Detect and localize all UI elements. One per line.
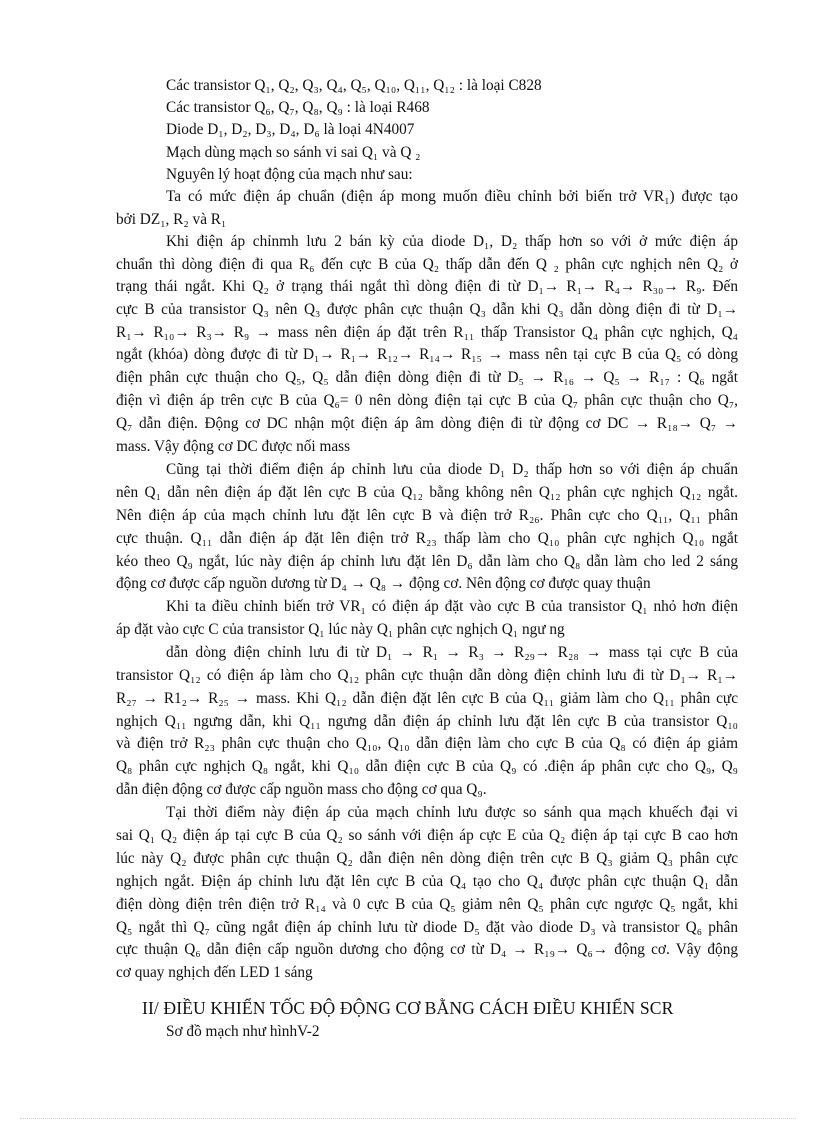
text-line: trạng thái ngắt. Khi Q₂ ở trạng thái ngắt thì dòng điện đi từ D₁→ R₁→ R₄→ R₃₀→ R₉. Đến <box>116 278 738 295</box>
text-line: dẫn điện động cơ được cấp nguồn mass cho động cơ qua Q₉. <box>116 781 487 798</box>
text-line: dẫn dòng điện chỉnh lưu đi từ D₁ → R₁ → R₃ → R₂₉→ R₂₈ → mass tại cực B của <box>166 644 738 661</box>
text-line: và điện trở R₂₃ phân cực thuận cho Q₁₀, Q₁₀ dẫn điện làm cho cực B của Q₈ có điện áp giảm <box>116 735 738 752</box>
text-line: động cơ được cấp nguồn dương từ D₄ → Q₈ → động cơ. Nên động cơ được quay thuận <box>116 575 651 592</box>
figure-caption: Sơ đồ mạch như hìnhV-2 <box>166 1023 320 1040</box>
text-line: chuẩn thì dòng điện đi qua R₆ đến cực B của Q₂ thấp dẫn đến Q ₂ phân cực nghịch nên Q₂ ở <box>116 256 738 273</box>
text-line: cực thuận Q₆ dẫn điện cấp nguồn dương cho động cơ từ D₄ → R₁₉→ Q₆→ động cơ. Vậy động <box>116 941 738 958</box>
text-line: Các transistor Q₆, Q₇, Q₈, Q₉ : là loại R468 <box>166 99 430 116</box>
text-line: kéo theo Q₉ ngắt, lúc này điện áp chỉnh lưu đặt lên D₆ dẫn làm cho Q₈ dẫn làm cho led 2 sáng <box>116 553 738 570</box>
text-line: Khi điện áp chỉnmh lưu 2 bán kỳ của diode D₁, D₂ thấp hơn so với ở mức điện áp <box>166 233 738 250</box>
text-line: nên Q₁ dẫn nên điện áp đặt lên cực B của Q₁₂ bằng không nên Q₁₂ phân cực nghịch Q₁₂ ngắt. <box>116 484 738 501</box>
text-line: mass. Vậy động cơ DC được nối mass <box>116 438 351 455</box>
text-line: transistor Q₁₂ có điện áp làm cho Q₁₂ phân cực thuận dẫn dòng điện chỉnh lưu đi từ D₁→ R₁→ <box>116 667 738 684</box>
text-line: điện vì điện áp trên cực B của Q₆= 0 nên dòng điện tại cực B của Q₇ phân cực thuận cho Q₇, <box>116 392 738 409</box>
text-line: bởi DZ₁, R₂ và R₁ <box>116 211 227 228</box>
text-line: Khi ta điều chỉnh biến trở VR₁ có điện áp đặt vào cực B của transistor Q₁ nhỏ hơn điện <box>166 598 738 615</box>
text-line: điện dòng điện trên điện trở R₁₄ và 0 cực B của Q₅ giảm nên Q₅ phân cực ngược Q₅ ngắt, khi <box>116 896 738 913</box>
text-line: nghịch ngắt. Điện áp chỉnh lưu đặt lên cực B của Q₄ tạo cho Q₄ được phân cực thuận Q₁ dẫn <box>116 873 738 890</box>
text-line: cực B của transistor Q₃ nên Q₃ được phân cực thuận Q₃ dẫn khi Q₃ dẫn dòng điện đi từ D₁→ <box>116 301 738 318</box>
text-line: sai Q₁ Q₂ điện áp tại cực B của Q₂ so sánh với điện áp cực E của Q₂ điện áp tại cực B cao hơn <box>116 827 738 844</box>
text-line: R₁→ R₁₀→ R₃→ R₉ → mass nên điện áp đặt trên R₁₁ thấp Transistor Q₄ phân cực nghịch, Q₄ <box>116 324 738 341</box>
text-line: Diode D₁, D₂, D₃, D₄, D₆ là loại 4N4007 <box>166 121 415 138</box>
text-line: Q₈ phân cực nghịch Q₈ ngắt, khi Q₁₀ dẫn điện cực B của Q₉ có .điện áp phân cực cho Q₉, Q₉ <box>116 758 738 775</box>
text-line: R₂₇ → R1₂→ R₂₅ → mass. Khi Q₁₂ dẫn điện đặt lên cực B của Q₁₁ giảm làm cho Q₁₁ phân cực <box>116 690 738 707</box>
text-line: Q₅ ngắt thì Q₇ cũng ngắt điện áp chỉnh lưu từ diode D₅ đặt vào diode D₃ và transistor Q₆ phân <box>116 919 738 936</box>
text-line: Mạch dùng mạch so sánh vi sai Q₁ và Q ₂ <box>166 144 421 161</box>
text-line: cực thuận. Q₁₁ dẫn điện áp đặt lên điện trở R₂₃ thấp làm cho Q₁₀ phân cực nghịch Q₁₀ ngắt <box>116 530 738 547</box>
text-line: áp đặt vào cực C của transistor Q₁ lúc này Q₁ phân cực nghịch Q₁ ngư ng <box>116 621 565 638</box>
text-line: Nguyên lý hoạt động của mạch như sau: <box>166 166 413 183</box>
section-heading: II/ ĐIỀU KHIỂN TỐC ĐỘ ĐỘNG CƠ BẰNG CÁCH ĐIỀU KHIỂN SCR <box>142 998 674 1018</box>
text-line: cơ quay nghịch đến LED 1 sáng <box>116 964 313 981</box>
text-line: Nên điện áp của mạch chỉnh lưu đặt lên cực B và điện trở R₂₆. Phân cực cho Q₁₁, Q₁₁ phân <box>116 507 738 524</box>
text-line: lúc này Q₂ được phân cực thuận Q₂ dẫn điện nên dòng điện trên cực B Q₃ giảm Q₃ phân cực <box>116 850 738 867</box>
text-line: ngắt (khóa) dòng được đi từ D₁→ R₁→ R₁₂→ R₁₄→ R₁₅ → mass nên tại cực B của Q₅ có dòng <box>116 346 738 363</box>
page-bottom-divider <box>20 1118 796 1119</box>
text-line: điện phân cực thuận cho Q₅, Q₅ dẫn điện dòng điện đi từ D₅ → R₁₆ → Q₅ → R₁₇ : Q₆ ngắt <box>116 369 738 386</box>
text-line: Q₇ dẫn điện. Động cơ DC nhận một điện áp âm dòng điện đi từ động cơ DC → R₁₈→ Q₇ → <box>116 415 738 432</box>
text-line: Tại thời điểm này điện áp của mạch chỉnh lưu được so sánh qua mạch khuếch đại vi <box>166 804 738 821</box>
text-line: nghịch Q₁₁ ngưng dẫn, khi Q₁₁ ngưng dẫn điện áp chỉnh lưu đặt lên cực B của transistor Q₁₀ <box>116 713 738 730</box>
text-line: Ta có mức điện áp chuẩn (điện áp mong muốn điều chỉnh bởi biến trở VR₁) được tạo <box>166 188 738 205</box>
text-line: Cũng tại thời điểm điện áp chỉnh lưu của diode D₁ D₂ thấp hơn so với điện áp chuẩn <box>166 461 738 478</box>
text-line: Các transistor Q₁, Q₂, Q₃, Q₄, Q₅, Q₁₀, Q₁₁, Q₁₂ : là loại C828 <box>166 77 542 94</box>
